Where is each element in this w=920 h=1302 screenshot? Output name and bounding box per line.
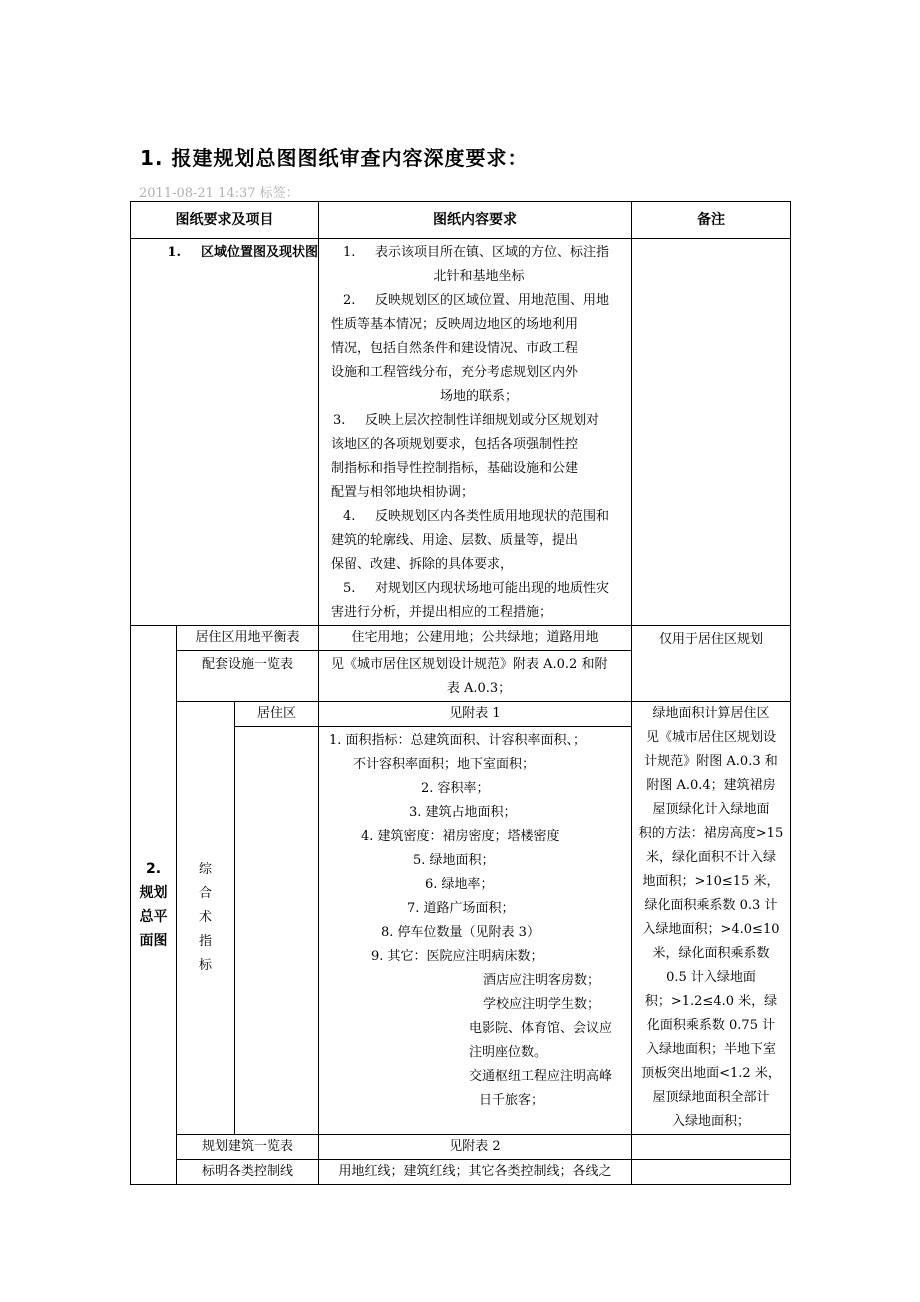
facilities-item: 配套设施一览表: [177, 651, 319, 702]
section2-number: 2.: [145, 861, 162, 877]
note-line: 积的方法：裙房高度>15: [638, 826, 784, 841]
indicator-line: 2. 容积率；: [421, 781, 490, 797]
tech-label: [177, 702, 235, 1135]
note-line: 0.5 计入绿地面: [666, 970, 756, 985]
note-line: 积；>1.2≤4.0 米，绿: [644, 994, 778, 1009]
section1-number: 1.: [167, 245, 181, 260]
tech-label-char: 综: [198, 862, 212, 877]
balance-row: [131, 626, 791, 651]
item-text: 保留、改建、拆除的具体要求，: [331, 557, 514, 572]
item-number: 4.: [343, 509, 356, 524]
section1-notes: [632, 239, 791, 626]
list-item: [331, 241, 627, 289]
list-item: [331, 505, 627, 577]
item-text: 配置与相邻地块相协调；: [331, 485, 475, 500]
note-line: 绿地面积计算居住区: [652, 706, 770, 721]
item-text: 该地区的各项规划要求，包括各项强制性控: [331, 437, 579, 452]
facilities-req-line: 表 A.0.3；: [446, 681, 512, 696]
page-title: 1. 报建规划总图图纸审查内容深度要求：: [140, 146, 529, 170]
item-text: 北针和基地坐标: [433, 269, 525, 284]
indicator-line: 1. 面积指标：总建筑面积、计容积率面积、；: [329, 733, 587, 749]
buildings-row: [131, 1135, 791, 1160]
item-text: 反映上层次控制性详细规划或分区规划对: [365, 413, 600, 428]
indicator-line: 电影院、体育馆、会议应: [469, 1021, 613, 1037]
facilities-req: [319, 651, 632, 702]
note-line: 化面积乘系数 0.75 计: [646, 1018, 776, 1033]
indicator-line: 4. 建筑密度：裙房密度；塔楼密度: [361, 829, 560, 845]
indicator-line: 日千旅客；: [479, 1093, 545, 1109]
item-number: 1.: [343, 245, 356, 260]
balance-item: 居住区用地平衡表: [177, 626, 319, 651]
indicator-line: 酒店应注明客房数；: [483, 973, 601, 989]
item-text: 设施和工程管线分布，充分考虑规划区内外: [331, 365, 579, 380]
header-content: 图纸内容要求: [319, 202, 632, 239]
residential-row: [131, 702, 791, 727]
post-meta: 2011-08-21 14:37 标签：: [139, 186, 299, 201]
item-text: 害进行分析，并提出相应的工程措施；: [331, 605, 553, 620]
section2-text: 规划: [139, 885, 168, 901]
control-req: 用地红线；建筑红线；其它各类控制线；各线之: [319, 1160, 632, 1185]
indicator-line: 9. 其它：医院应注明病床数；: [371, 949, 544, 965]
balance-note: 仅用于居住区规划: [632, 626, 791, 702]
residential-item: 居住区: [235, 702, 319, 727]
tech-indicators: [319, 727, 632, 1135]
item-text: 表示该项目所在镇、区域的方位、标注指: [375, 245, 610, 260]
item-text: 场地的联系；: [439, 389, 518, 404]
note-line: 计规范》附图 A.0.3 和: [644, 754, 778, 769]
note-line: 入绿地面积；: [671, 1114, 750, 1129]
indicator-line: 8. 停车位数量（见附表 3）: [381, 925, 540, 941]
item-text: 反映规划区的区域位置、用地范围、用地: [375, 293, 610, 308]
greening-note: [632, 702, 791, 1135]
buildings-item: 规划建筑一览表: [177, 1135, 319, 1160]
indicator-line: 注明座位数。: [469, 1045, 548, 1061]
section1-requirements: [319, 239, 632, 626]
section2-text: 总平: [139, 909, 168, 925]
balance-req: 住宅用地；公建用地；公共绿地；道路用地: [319, 626, 632, 651]
note-line: 见《城市居住区规划设: [645, 730, 776, 745]
indicator-line: 学校应注明学生数；: [483, 997, 601, 1013]
item-text: 建筑的轮廓线、用途、层数、质量等，提出: [331, 533, 579, 548]
table-header-row: [131, 202, 791, 239]
indicator-line: 不计容积率面积；地下室面积；: [353, 757, 536, 773]
header-notes: 备注: [632, 202, 791, 239]
list-item: [331, 289, 627, 409]
section1-label: 区域位置图及现状图: [201, 245, 319, 260]
indicator-line: 交通枢纽工程应注明高峰: [469, 1069, 613, 1085]
residential-req: 见附表 1: [319, 702, 632, 727]
note-line: 顶板突出地面<1.2 米，: [641, 1066, 781, 1081]
indicator-line: 5. 绿地面积；: [413, 853, 495, 869]
tech-label-char: 标: [198, 958, 212, 973]
item-text: 情况，包括自然条件和建设情况、市政工程: [331, 341, 579, 356]
item-number: 3.: [333, 413, 346, 428]
header-items: 图纸要求及项目: [131, 202, 319, 239]
control-item: 标明各类控制线: [177, 1160, 319, 1185]
note-line: 附图 A.0.4；建筑裙房: [646, 778, 776, 793]
indicator-line: 7. 道路广场面积；: [407, 901, 515, 917]
note-line: 屋顶绿地面积全部计: [652, 1090, 770, 1105]
section2-text: 面图: [139, 933, 168, 949]
section1-title: [131, 239, 319, 626]
note-line: 米，绿化面积不计入绿: [645, 850, 776, 865]
item-text: 制指标和指导性控制指标，基础设施和公建: [331, 461, 579, 476]
note-line: 地面积；>10≤15 米，: [642, 874, 780, 889]
note-line: 米，绿化面积乘系数: [652, 946, 770, 961]
tech-label-char: 合: [198, 886, 212, 901]
section2-label: [131, 626, 177, 1185]
note-line: 屋顶绿化计入绿地面: [652, 802, 770, 817]
facilities-req-line: 见《城市居住区规划设计规范》附表 A.0.2 和附: [331, 657, 608, 672]
list-item: [331, 577, 627, 625]
item-text: 反映规划区内各类性质用地现状的范围和: [375, 509, 610, 524]
item-text: 对规划区内现状场地可能出现的地质性灾: [375, 581, 610, 596]
indicator-line: 6. 绿地率；: [425, 877, 494, 893]
section1-row: [131, 239, 791, 626]
note-line: 入绿地面积；半地下室: [645, 1042, 776, 1057]
note-line: 绿化面积乘系数 0.3 计: [644, 898, 778, 913]
control-row: [131, 1160, 791, 1185]
item-number: 5.: [343, 581, 356, 596]
tech-label-char: 术: [198, 910, 212, 925]
list-item: [331, 409, 627, 505]
indicator-line: 3. 建筑占地面积；: [409, 805, 517, 821]
tech-label-char: 指: [198, 934, 212, 949]
control-note: [632, 1160, 791, 1185]
note-line: 入绿地面积；>4.0≤10: [642, 922, 780, 937]
buildings-req: 见附表 2: [319, 1135, 632, 1160]
item-number: 2.: [343, 293, 356, 308]
buildings-note: [632, 1135, 791, 1160]
requirements-table: [130, 201, 791, 1185]
tech-empty-cell: [235, 727, 319, 1135]
item-text: 性质等基本情况；反映周边地区的场地利用: [331, 317, 579, 332]
